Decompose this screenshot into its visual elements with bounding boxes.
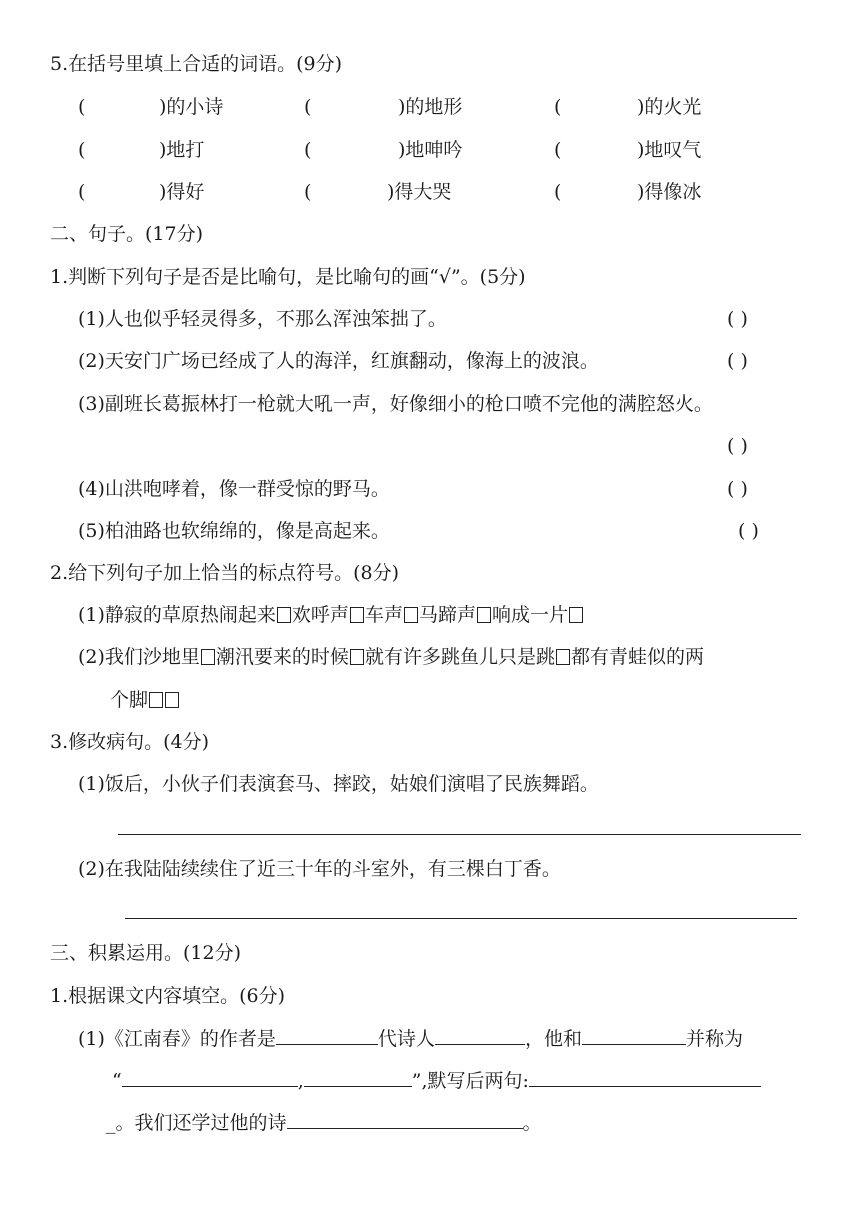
s2-q1-answer-2[interactable]: ( ) — [727, 350, 748, 372]
s2-q3-sentence-2: (2)在我陆陆续续住了近三十年的斗室外，有三棵白丁香。 — [78, 858, 561, 880]
paren-open: ( — [554, 96, 562, 118]
paren-open: ( — [78, 96, 86, 118]
q5-answer-3-2[interactable]: )得大哭 — [387, 181, 452, 203]
q5-answer-1-2[interactable]: )的地形 — [398, 96, 463, 118]
q5-answer-2-1[interactable]: )地打 — [159, 139, 205, 161]
s2-q2-sentence-1: (1)静寂的草原热闹起来 欢呼声 车声 马蹄声 响成一片 — [78, 603, 584, 627]
punctuation-box[interactable] — [350, 649, 364, 665]
s2-q2-sentence-2-cont: 个脚 — [110, 688, 180, 712]
paren-open: ( — [304, 139, 312, 161]
paren-open: ( — [78, 139, 86, 161]
s2-q3-sentence-1: (1)饭后，小伙子们表演套马、摔跤，姑娘们演唱了民族舞蹈。 — [78, 773, 599, 795]
punctuation-box[interactable] — [277, 607, 291, 623]
punctuation-box[interactable] — [556, 649, 570, 665]
s2-q1-answer-1[interactable]: ( ) — [727, 308, 748, 330]
fill-blank[interactable] — [304, 1068, 412, 1087]
fill-blank[interactable] — [529, 1068, 761, 1087]
q5-answer-2-3[interactable]: )地叹气 — [637, 139, 702, 161]
punctuation-box[interactable] — [149, 692, 163, 708]
s2-q1-title: 1.判断下列句子是否是比喻句，是比喻句的画“√”。(5分) — [50, 266, 526, 288]
fill-blank[interactable] — [122, 1068, 298, 1087]
paren-open: ( — [304, 181, 312, 203]
s2-q1-answer-4[interactable]: ( ) — [727, 478, 748, 500]
s2-q1-item-4: (4)山洪咆哮着，像一群受惊的野马。 — [78, 478, 390, 500]
paren-open: ( — [304, 96, 312, 118]
s2-q1-answer-5[interactable]: ( ) — [738, 520, 759, 542]
answer-line-2[interactable] — [125, 918, 797, 919]
q5-answer-3-3[interactable]: )得像冰 — [637, 181, 702, 203]
paren-open: ( — [78, 181, 86, 203]
punctuation-box[interactable] — [201, 649, 215, 665]
fill-blank[interactable] — [287, 1110, 523, 1129]
s3-q1-line-2: “ , ”,默写后两句: — [112, 1068, 761, 1093]
paren-open: ( — [554, 181, 562, 203]
punctuation-box[interactable] — [477, 607, 491, 623]
fill-blank[interactable] — [582, 1026, 686, 1045]
q5-answer-2-2[interactable]: )地呻吟 — [398, 139, 463, 161]
answer-line-1[interactable] — [118, 834, 801, 835]
s3-q1-line-3: _。我们还学过他的诗 。 — [106, 1112, 542, 1134]
fill-blank[interactable] — [276, 1026, 378, 1045]
s2-q1-item-5: (5)柏油路也软绵绵的，像是高起来。 — [78, 520, 390, 542]
s2-q1-answer-3[interactable]: ( ) — [727, 435, 748, 457]
punctuation-box[interactable] — [165, 692, 179, 708]
q5-title: 5.在括号里填上合适的词语。(9分) — [50, 53, 343, 75]
s2-q1-item-2: (2)天安门广场已经成了人的海洋，红旗翻动，像海上的波浪。 — [78, 350, 599, 372]
q5-answer-1-3[interactable]: )的火光 — [637, 96, 702, 118]
punctuation-box[interactable] — [404, 607, 418, 623]
s2-q2-sentence-2: (2)我们沙地里 潮汛要来的时候 就有许多跳鱼儿只是跳 都有青蛙似的两 — [78, 646, 704, 668]
section-2-heading: 二、句子。(17分) — [50, 223, 204, 245]
fill-blank[interactable] — [435, 1026, 525, 1045]
s2-q1-item-3: (3)副班长葛振林打一枪就大吼一声，好像细小的枪口喷不完他的满腔怒火。 — [78, 393, 713, 415]
paren-open: ( — [554, 139, 562, 161]
s3-q1-title: 1.根据课文内容填空。(6分) — [50, 985, 286, 1007]
s2-q1-item-1: (1)人也似乎轻灵得多，不那么浑浊笨拙了。 — [78, 308, 447, 330]
q5-answer-1-1[interactable]: )的小诗 — [159, 96, 224, 118]
s3-q1-line-1: (1)《江南春》的作者是 代诗人 ，他和 并称为 — [78, 1028, 743, 1050]
s2-q3-title: 3.修改病句。(4分) — [50, 731, 210, 753]
q5-answer-3-1[interactable]: )得好 — [159, 181, 205, 203]
section-3-heading: 三、积累运用。(12分) — [50, 942, 242, 964]
s2-q2-title: 2.给下列句子加上恰当的标点符号。(8分) — [50, 562, 400, 584]
punctuation-box[interactable] — [569, 607, 583, 623]
punctuation-box[interactable] — [350, 607, 364, 623]
